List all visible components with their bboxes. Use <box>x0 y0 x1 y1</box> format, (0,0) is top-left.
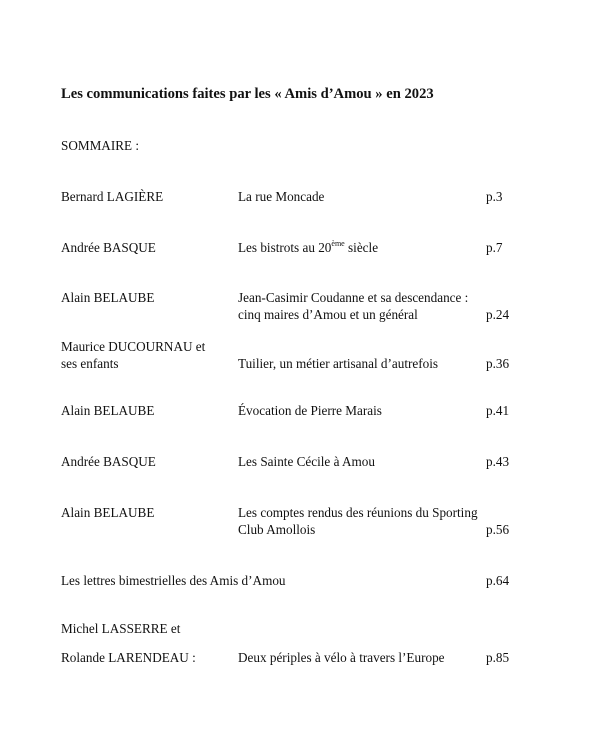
entry-author-line: Maurice DUCOURNAU et <box>61 339 206 354</box>
entry-title-line: Jean-Casimir Coudanne et sa descendance : <box>238 290 469 305</box>
entry-page: p.43 <box>486 454 510 469</box>
entry-title: Deux périples à vélo à travers l’Europe <box>238 650 445 665</box>
entry-author: Alain BELAUBE <box>61 290 155 305</box>
entry-page: p.85 <box>486 650 510 665</box>
entry-author: Andrée BASQUE <box>61 240 156 255</box>
summary-label: SOMMAIRE : <box>61 138 140 153</box>
entry-page: p.24 <box>486 307 510 322</box>
entry-title <box>238 504 508 538</box>
entry-title <box>238 289 498 323</box>
entry-author-line: ses enfants <box>61 356 119 371</box>
entry-title: Les lettres bimestrielles des Amis d’Amou <box>61 573 286 588</box>
entry-title-line: Club Amollois <box>238 522 316 537</box>
entry-author-line: Rolande LARENDEAU : <box>61 650 196 665</box>
entry-author: Andrée BASQUE <box>61 454 156 469</box>
entry-title: Évocation de Pierre Marais <box>238 403 382 418</box>
entry-page: p.36 <box>486 356 510 371</box>
entry-title-text: siècle <box>344 240 379 255</box>
entry-title: La rue Moncade <box>238 189 325 204</box>
page-title: Les communications faites par les « Amis d’Amou » en 2023 <box>61 86 434 102</box>
entry-author: Bernard LAGIÈRE <box>61 189 164 204</box>
entry-author: Alain BELAUBE <box>61 505 155 520</box>
entry-page: p.41 <box>486 403 510 418</box>
entry-title: Les Sainte Cécile à Amou <box>238 454 375 469</box>
entry-author <box>61 338 231 372</box>
entry-title-line: cinq maires d’Amou et un général <box>238 307 418 322</box>
entry-title-line: Les comptes rendus des réunions du Sporting <box>238 505 478 520</box>
entry-page: p.3 <box>486 189 503 204</box>
entry-page: p.56 <box>486 522 510 537</box>
entry-title-text: Les bistrots au 20 <box>238 240 332 255</box>
entry-title-superscript: ème <box>331 238 345 248</box>
entry-author: Alain BELAUBE <box>61 403 155 418</box>
entry-page: p.7 <box>486 240 503 255</box>
entry-title <box>238 239 488 256</box>
entry-page: p.64 <box>486 573 510 588</box>
entry-title: Tuilier, un métier artisanal d’autrefois <box>238 356 439 371</box>
entry-author-line: Michel LASSERRE et <box>61 621 181 636</box>
